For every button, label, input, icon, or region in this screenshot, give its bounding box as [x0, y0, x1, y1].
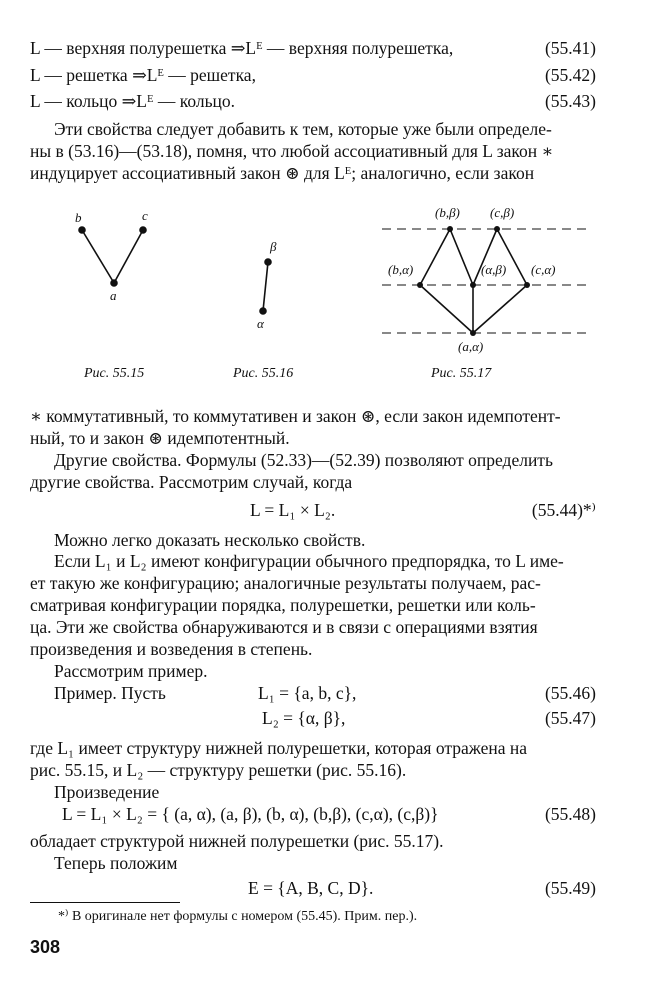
fig17-node-c-beta	[494, 226, 500, 232]
paragraph-line: Можно легко доказать несколько свойств.	[54, 530, 366, 550]
eq-55-42-number: (55.42)	[544, 65, 596, 85]
paragraph-line: ∗ коммутативный, то коммутативен и закон ⊛, если закон идемпотент-	[30, 406, 561, 426]
fig16-label-alpha: α	[257, 316, 264, 331]
eq-55-43-text: L — кольцо ⇒Lᴱ — кольцо.	[30, 91, 236, 111]
paragraph-line: Эти свойства следует добавить к тем, которые уже были определе-	[54, 119, 552, 139]
fig15-label-c: c	[142, 208, 148, 223]
eq-55-43-number: (55.43)	[544, 91, 596, 111]
page-number: 308	[30, 937, 61, 957]
fig17-node-a-alpha	[470, 330, 476, 336]
eq-55-42-text: L — решетка ⇒Lᴱ — решетка,	[30, 65, 256, 85]
fig15-edge-c-a	[114, 230, 143, 283]
figure-55-16	[260, 259, 271, 314]
fig17-label-c-beta: (c,β)	[490, 205, 515, 220]
fig17-label-c-alpha: (c,α)	[531, 262, 556, 277]
eq-55-44-formula: L = L₁ × L₂.	[250, 500, 336, 520]
fig17-level-lines	[382, 229, 588, 333]
footnote-rule	[30, 902, 180, 903]
eq-55-46-number: (55.46)	[544, 683, 596, 703]
section-paragraph-line: Другие свойства. Формулы (52.33)—(52.39) позволяют определить	[54, 450, 553, 470]
fig16-node-beta	[265, 259, 271, 265]
eq-55-48-number: (55.48)	[544, 804, 596, 824]
fig17-label-a-beta: (α,β)	[481, 262, 507, 277]
fig17-node-b-alpha	[417, 282, 423, 288]
eq-55-44-number: (55.44)*⁾	[531, 500, 596, 520]
paragraph-line: рис. 55.15, и L₂ — структуру решетки (рис. 55.16).	[30, 760, 407, 780]
fig17-edge	[420, 229, 450, 285]
footnote: *⁾ В оригинале нет формулы с номером (55.45). Прим. пер.).	[58, 909, 418, 924]
figure-caption-55-16: Рис. 55.16	[233, 366, 294, 381]
fig15-node-a	[111, 280, 117, 286]
fig15-edge-b-a	[82, 230, 114, 283]
eq-55-41-text: L — верхняя полурешетка ⇒Lᴱ — верхняя полурешетка,	[30, 38, 454, 58]
eq-55-49-formula: E = {A, B, C, D}.	[248, 878, 374, 898]
fig17-edges	[420, 229, 527, 333]
fig17-label-a-alpha: (a,α)	[458, 339, 484, 354]
paragraph-line: другие свойства. Рассмотрим случай, когда	[30, 472, 353, 492]
fig16-edge	[263, 262, 268, 311]
fig17-label-b-beta: (b,β)	[435, 205, 460, 220]
fig16-node-alpha	[260, 308, 266, 314]
paragraph-line: ный, то и закон ⊛ идемпотентный.	[30, 428, 290, 448]
figure-55-17	[382, 226, 588, 336]
fig16-label-beta: β	[270, 239, 277, 254]
paragraph-line: Рассмотрим пример.	[54, 661, 208, 681]
paragraph-line: индуцирует ассоциативный закон ⊛ для Lᴱ; аналогично, если закон	[30, 163, 535, 183]
eq-55-46-formula: L₁ = {a, b, c},	[258, 683, 357, 703]
fig17-edge	[473, 285, 527, 333]
eq-55-47-number: (55.47)	[544, 708, 596, 728]
fig15-label-a: a	[110, 288, 117, 303]
eq-55-49-number: (55.49)	[544, 878, 596, 898]
fig17-edge	[420, 285, 473, 333]
fig15-label-b: b	[75, 210, 82, 225]
fig15-node-b	[79, 227, 85, 233]
paragraph-line: Если L₁ и L₂ имеют конфигурации обычного предпорядка, то L име-	[54, 551, 564, 571]
fig15-node-c	[140, 227, 146, 233]
figure-caption-55-15: Рис. 55.15	[84, 366, 145, 381]
figure-55-15	[79, 227, 146, 286]
paragraph-line: где L₁ имеет структуру нижней полурешетки, которая отражена на	[30, 738, 527, 758]
paragraph-line: ца. Эти же свойства обнаруживаются и в связи с операциями взятия	[30, 617, 538, 637]
eq-55-47-formula: L₂ = {α, β},	[262, 708, 346, 728]
paragraph-line: ет такую же конфигурацию; аналогичные результаты получаем, рас-	[30, 573, 541, 593]
eq-55-48-formula: L = L₁ × L₂ = { (a, α), (a, β), (b, α), (b,β), (c,α), (c,β)}	[62, 804, 439, 824]
figure-caption-55-17: Рис. 55.17	[431, 366, 492, 381]
paragraph-line: Произведение	[54, 782, 160, 802]
paragraph-line: сматривая конфигурации порядка, полурешетки, решетки или коль-	[30, 595, 536, 615]
paragraph-line: обладает структурой нижней полурешетки (рис. 55.17).	[30, 831, 444, 851]
fig17-node-b-beta	[447, 226, 453, 232]
fig17-edge	[450, 229, 473, 285]
paragraph-line: произведения и возведения в степень.	[30, 639, 313, 659]
eq-55-41-number: (55.41)	[544, 38, 596, 58]
paragraph-line: ны в (53.16)—(53.18), помня, что любой ассоциативный для L закон ∗	[30, 141, 554, 161]
example-heading: Пример. Пусть	[54, 683, 166, 703]
fig17-node-a-beta	[470, 282, 476, 288]
fig17-label-b-alpha: (b,α)	[388, 262, 414, 277]
fig17-node-c-alpha	[524, 282, 530, 288]
paragraph-line: Теперь положим	[54, 853, 178, 873]
